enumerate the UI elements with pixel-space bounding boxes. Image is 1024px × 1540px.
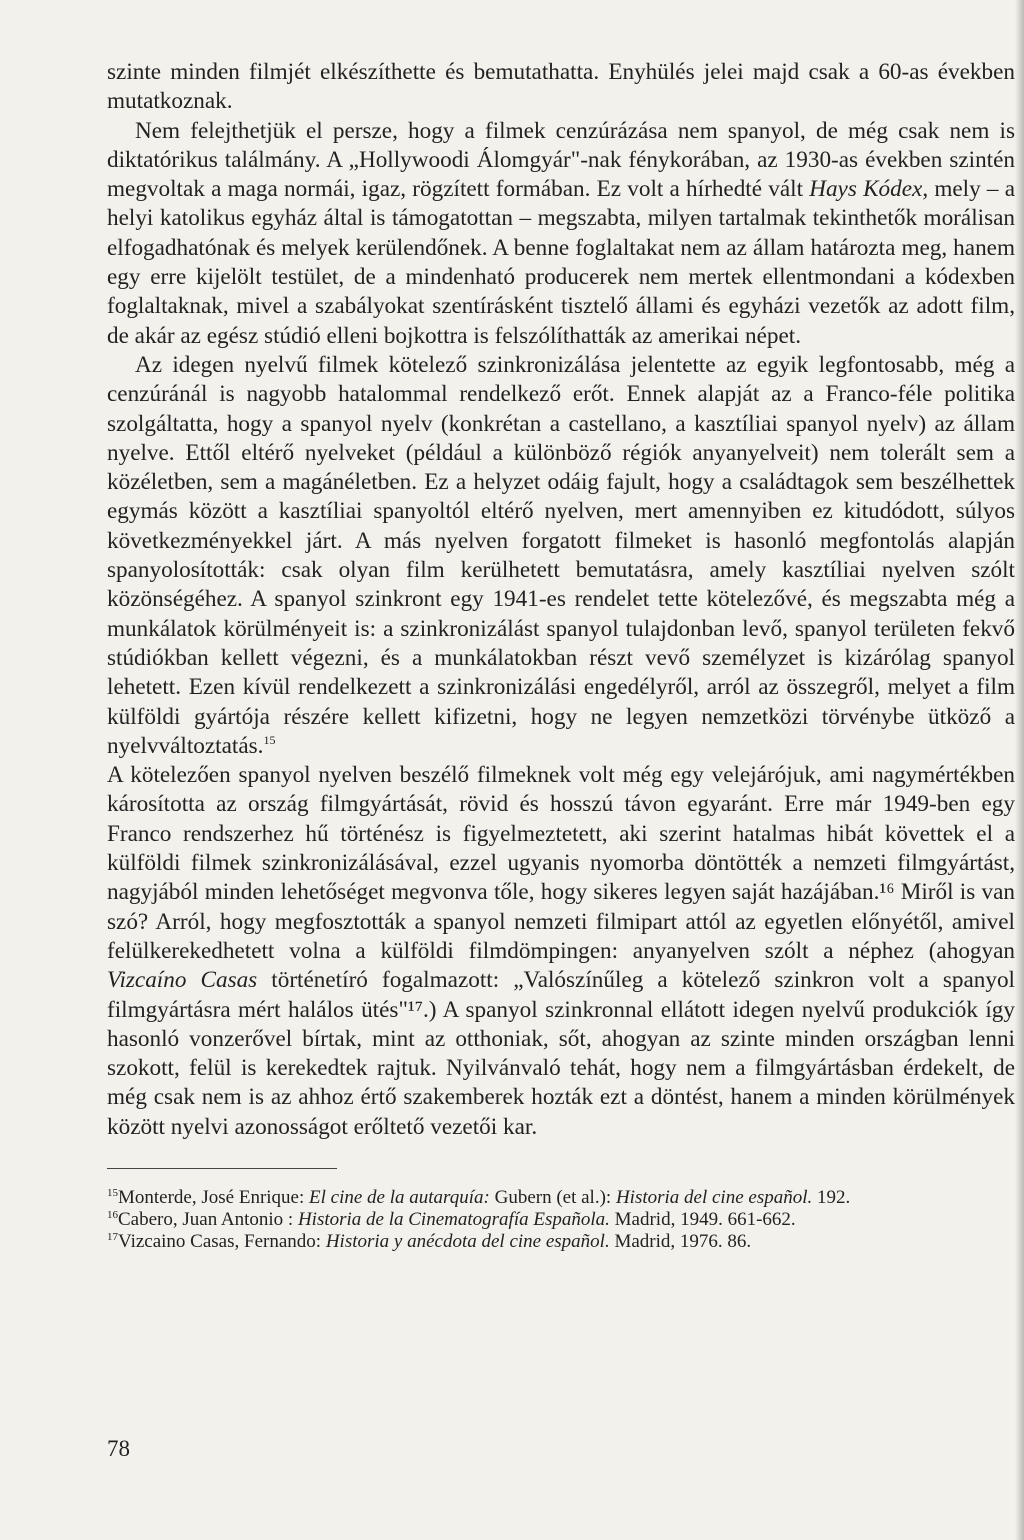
footnote-author: Vizcaino Casas, Fernando: <box>118 1230 322 1252</box>
footnote-title: Historia y anécdota del cine español. <box>325 1230 610 1252</box>
author-name: Vizcaíno Casas <box>107 967 258 994</box>
page-edge-shadow <box>1015 0 1024 1540</box>
footnote-source: Gubern (et al.): <box>494 1186 612 1208</box>
paragraph-2-text: Nem felejthetjük el persze, hogy a filmek cenzúrázása nem spanyol, de még csak nem is diktatórikus találmány. A „Hollywoodi Álomgyár"-nak fénykorában, az 1930-as években szintén megvoltak a maga normái, igaz, rögzített formában. Ez volt a hírhedté vált Hays Kódex, mely – a helyi katolikus egyház által is támogatottan – megszabta, milyen tartalmak tekinthetők morálisan elfogadhatónak és melyek kerülendőnek. A benne foglaltakat nem az állam határozta meg, hanem egy erre kijelölt testület, de a mindenható producerek nem mertek ellentmondani a kódexben foglaltaknak, mivel a szabályokat szentírásként tisztelő állami és egyházi vezetők az adott film, de akár az egész stúdió elleni bojkottra is felszólíthatták az amerikai népet. <box>107 117 1015 349</box>
footnote-separator <box>107 1168 337 1169</box>
footnote-author: Monterde, José Enrique: <box>118 1186 305 1208</box>
paragraph-4: A kötelezően spanyol nyelven beszélő filmeknek volt még egy velejárójuk, ami nagymértékben károsította az ország filmgyártását, rövid és hosszú távon egyaránt. Erre már 1949-ben egy Franco rendszerhez hű történész is figyelmeztetett, aki szerint hatalmas hibát követtek el a külföldi filmek szinkronizálásával, ezzel ugyanis nyomorba döntötték a nemzeti filmgyártást, nagyjából minden lehetőséget megvonva tőle, hogy sikeres legyen saját hazájában.¹⁶ Miről is van szó? Arról, hogy megfosztották a spanyol nemzeti filmipart attól az egyetlen előnyétől, amivel felülkerekedhetett volna a külföldi filmdömpingen: anyanyelven szólt a néphez (ahogyan Vizcaíno Casas történetíró fogalmazott: „Valószínűleg a kötelező szinkron volt a spanyol filmgyártásra mért halálos ütés"¹⁷.) A spanyol szinkronnal ellátott idegen nyelvű produkciók így hasonló vonzerővel bírtak, mint az otthoniak, sőt, ahogyan az szinte minden országban lenni szokott, felül is kerekedtek rajtuk. Nyilvánvaló tehát, hogy nem a filmgyártásban érdekelt, de még csak nem is az ahhoz értő szakemberek hozták ezt a döntést, hanem a minden körülmények között nyelvi azonosságot erőltető vezetői kar. <box>107 762 1016 1140</box>
footnote-title: El cine de la autarquía: <box>309 1186 490 1208</box>
paragraph-1: szinte minden filmjét elkészíthette és bemutathatta. Enyhülés jelei majd csak a 60-as években mutatkoznak. <box>107 59 1015 115</box>
footnote-source: Madrid, 1949. 661-662. <box>614 1208 796 1230</box>
paragraph-3 <box>107 351 1015 761</box>
footnote-number: 16 <box>107 1208 118 1221</box>
footnote-ref-15: 15 <box>263 732 276 747</box>
page-body <box>107 58 1015 1253</box>
footnote-16 <box>107 1209 1015 1231</box>
footnote-number: 15 <box>107 1186 118 1199</box>
footnote-page: 192. <box>817 1186 851 1208</box>
footnote-17 <box>107 1231 1015 1253</box>
footnotes <box>107 1187 1015 1253</box>
page-number: 78 <box>107 1436 130 1461</box>
work-title: Hays Kódex <box>809 176 923 203</box>
footnote-author: Cabero, Juan Antonio : <box>118 1208 294 1230</box>
footnote-15 <box>107 1187 1015 1209</box>
paragraph-2 <box>107 117 1015 351</box>
footnote-number: 17 <box>107 1230 118 1243</box>
footnote-title-2: Historia del cine español. <box>615 1186 813 1208</box>
footnote-title: Historia de la Cinematografía Española. <box>297 1208 610 1230</box>
paragraph-3-text: Az idegen nyelvű filmek kötelező szinkronizálása jelentette az egyik legfontosabb, még a cenzúránál is nagyobb hatalommal rendelkező erőt. Ennek alapját az a Franco-féle politika szolgáltatta, hogy a spanyol nyelv (konkrétan a castellano, a kasztíliai spanyol nyelv) az állam nyelve. Ettől eltérő nyelveket (például a különböző régiók anyanyelveit) nem tolerált sem a közéletben, sem a magánéletben. Ez a helyzet odáig fajult, hogy a családtagok sem beszélhettek egymás között a kasztíliai spanyoltól eltérő nyelven, mert amennyiben ez kitudódott, súlyos következményekkel járt. A más nyelven forgatott filmeket is hasonló megfontolás alapján spanyolosították: csak olyan film kerülhetett bemutatásra, amely kasztíliai nyelven szólt közönségéhez. A spanyol szinkront egy 1941-es rendelet tette kötelezővé, és megszabta még a munkálatok körülményeit is: a szinkronizálást spanyol tulajdonban levő, spanyol területen fekvő stúdiókban kellett végezni, és a munkálatokban részt vevő személyzet is kizárólag spanyol lehetett. Ezen kívül rendelkezett a szinkronizálási engedélyről, arról az összegről, melyet a film külföldi gyártója részére kellett kifizetni, hogy ne legyen nemzetközi törvénybe ütköző a nyelvváltoztatás. <box>107 351 1015 759</box>
footnote-source: Madrid, 1976. 86. <box>614 1230 752 1252</box>
